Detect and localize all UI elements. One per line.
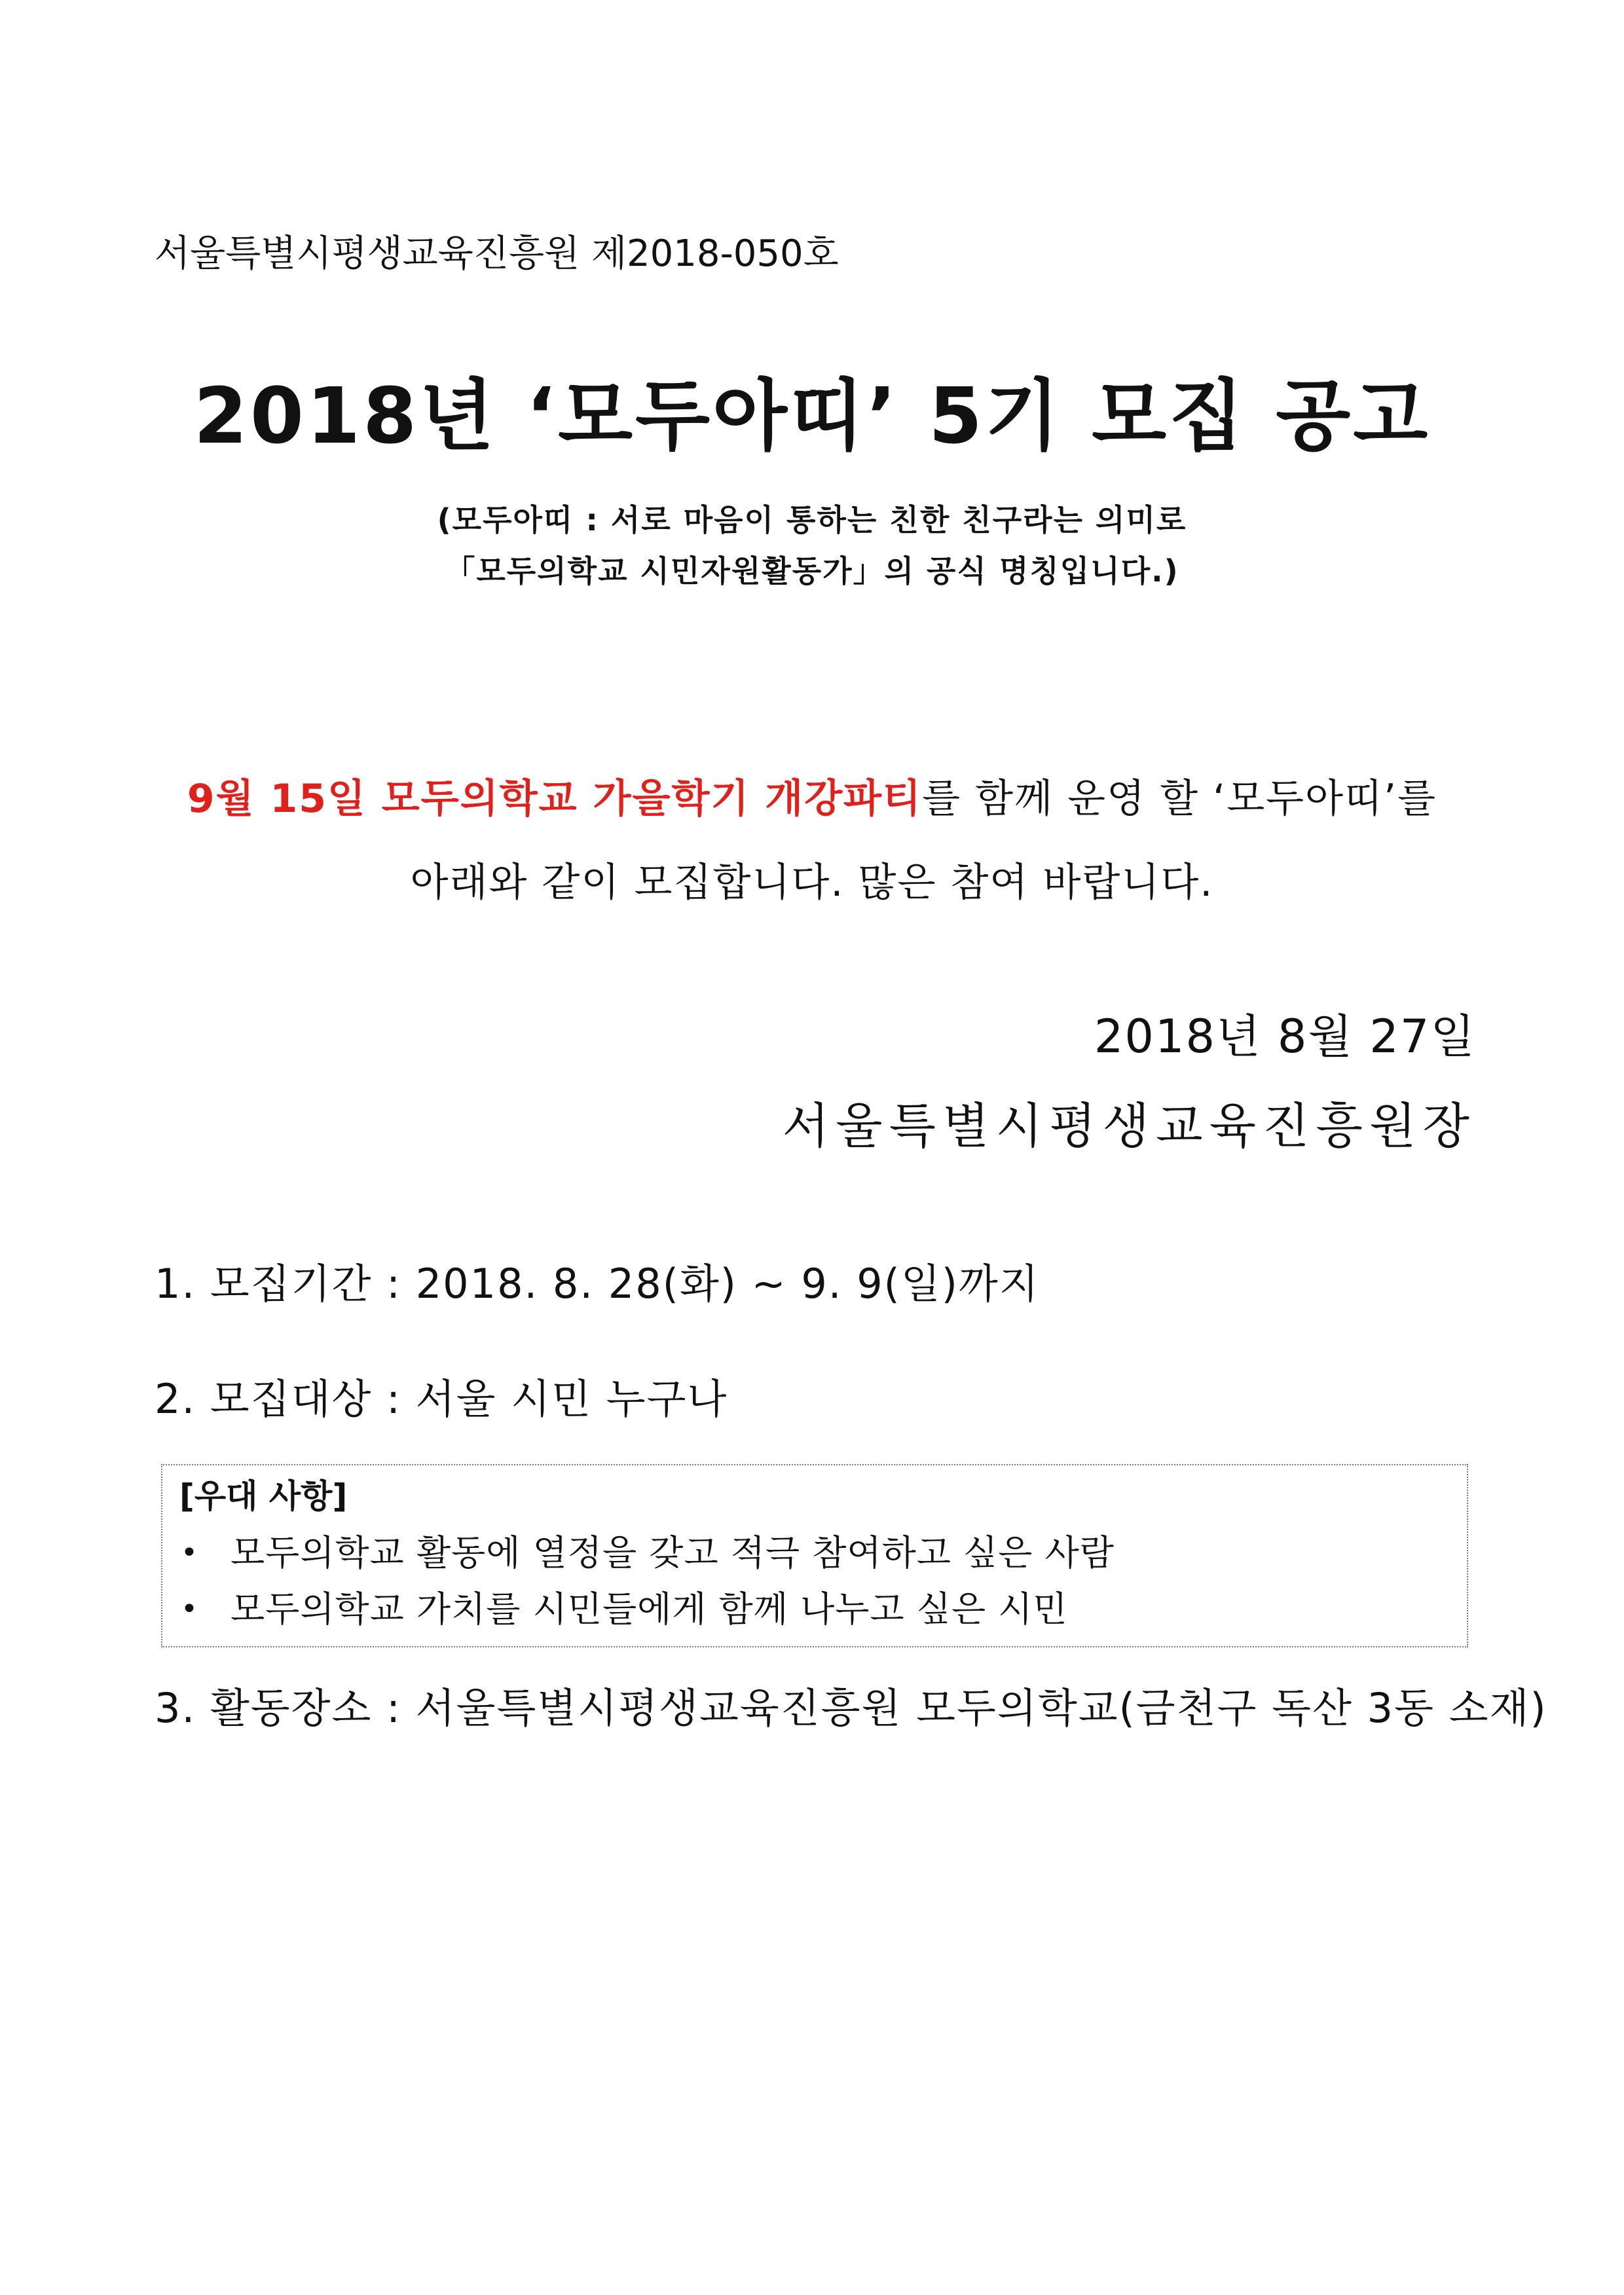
intro-highlight: 9월 15일 모두의학교 가을학기 개강파티 — [187, 776, 923, 822]
subtitle-line-2: 「모두의학교 시민자원활동가」의 공식 명칭입니다.) — [445, 553, 1179, 589]
preferences-box — [161, 1464, 1468, 1647]
intro-line-2: 아래와 같이 모집합니다. 많은 참여 바랍니다. — [410, 860, 1214, 906]
item-recruitment-target: 2. 모집대상 : 서울 시민 누구나 — [155, 1375, 728, 1423]
intro-line-1-rest: 를 함께 운영 할 ‘모두아띠’를 — [922, 776, 1437, 822]
preference-item — [174, 1586, 1068, 1633]
subtitle-line-1: (모두아띠 : 서로 마음이 통하는 친한 친구라는 의미로 — [437, 502, 1187, 538]
preferences-heading: [우대 사항] — [179, 1477, 348, 1515]
issue-date: 2018년 8월 27일 — [1094, 1010, 1476, 1063]
document-number: 서울특별시평생교육진흥원 제2018-050호 — [155, 232, 839, 275]
page-title: 2018년 ‘모두아띠’ 5기 모집 공고 — [193, 371, 1431, 461]
intro-line-1 — [0, 773, 1624, 825]
bullet-icon: • — [181, 1592, 198, 1626]
preference-text: 모두의학교 활동에 열정을 갖고 적극 참여하고 싶은 사람 — [231, 1532, 1115, 1573]
preference-text: 모두의학교 가치를 시민들에게 함께 나누고 싶은 시민 — [231, 1588, 1068, 1630]
issuer-name: 서울특별시평생교육진흥원장 — [782, 1098, 1476, 1154]
item-activity-location: 3. 활동장소 : 서울특별시평생교육진흥원 모두의학교(금천구 독산 3동 소재) — [155, 1684, 1547, 1732]
preference-item — [174, 1530, 1115, 1577]
item-recruitment-period: 1. 모집기간 : 2018. 8. 28(화) ~ 9. 9(일)까지 — [155, 1260, 1040, 1308]
bullet-icon: • — [181, 1536, 198, 1570]
